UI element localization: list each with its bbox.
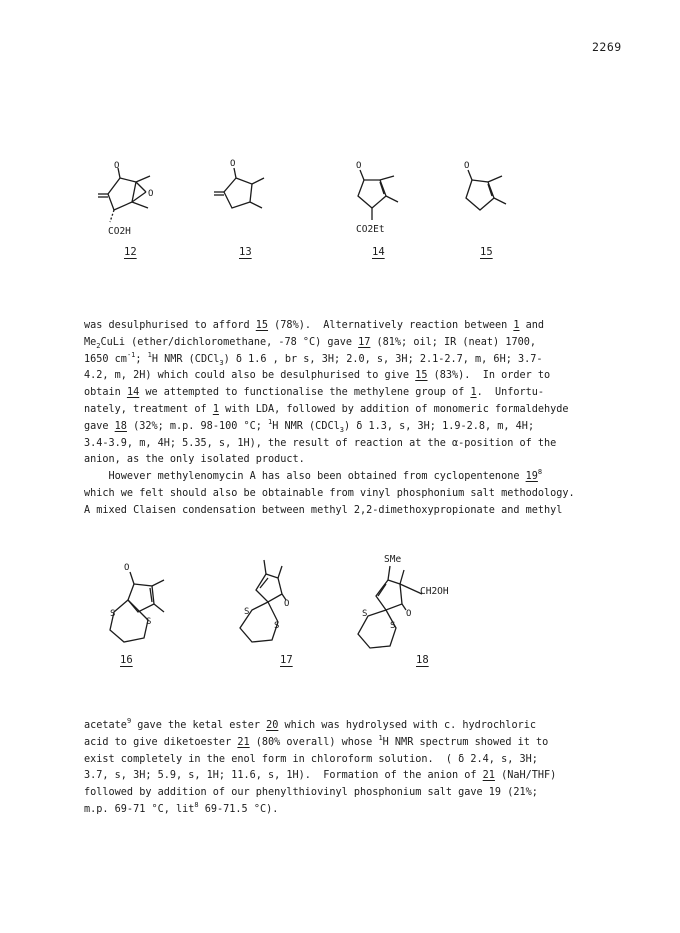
text-run: ) δ 1.6 , br s, 3H; 2.0, s, 3H; 2.1-2.7, m, 6H; 3.7- [223,353,543,365]
text-run: However methylenomycin A has also been obtained from cyclopentenone [84,471,526,482]
text-run: (81%; oil; IR (neat) 1700, [370,336,536,348]
text-line [84,368,604,385]
structure-13-drawing [212,158,282,228]
text-run: 4.2, m, 2H) which could also be desulphurised to give [84,370,416,382]
text-line [84,385,604,402]
text-run: which we felt should also be obtainable from vinyl phosphonium salt methodology. [84,487,575,499]
text-run: (83%). In order to [427,370,551,382]
text-run: acetate [84,720,127,731]
paragraph-1 [84,318,604,469]
text-run: exist completely in the enol form in chloroform solution. ( δ 2.4, s, 3H; [84,753,538,765]
page-number: 2269 [592,40,622,54]
text-run: 3 [339,425,344,434]
text-run: (NaH/THF) [494,770,557,782]
compound-label-17: 17 [280,654,293,666]
text-run: 3 [219,358,224,367]
text-line [84,768,604,785]
atom-o: O [356,161,362,171]
text-run: 1 [470,387,477,399]
text-run: followed by addition of our phenylthiovinyl phosphonium salt gave 19 (21%; [84,787,538,799]
text-run: 18 [114,420,127,432]
atom-s: S [110,609,116,619]
text-run: H NMR (CDCl [272,420,340,432]
atom-s: S [362,609,368,619]
text-run: and [519,320,545,331]
text-line [84,436,604,453]
text-line [84,318,604,335]
text-run: gave the ketal ester [131,720,267,731]
text-run: 3.4-3.9, m, 4H; 5.35, s, 1H), the result of reaction at the α-position of the [84,437,557,449]
text-run: which was hydrolysed with c. hydrochloric [278,720,536,731]
text-line [84,402,604,419]
atom-s: S [244,607,250,617]
substituent-14: CO2Et [356,224,385,235]
compound-label-12: 12 [124,246,137,258]
text-run: ) δ 1.3, s, 3H; 1.9-2.8, m, 4H; [343,420,535,432]
text-run: 21 [482,770,495,782]
text-run: H NMR (CDCl [151,353,220,365]
substituent-18-sme: SMe [384,554,402,565]
structure-16 [104,560,194,650]
text-run: 19 [525,471,538,482]
text-run: was desulphurised to afford [84,320,256,331]
atom-o: O [114,161,120,171]
paragraph-3 [84,718,604,819]
text-run: 69-71.5 °C). [198,803,279,815]
atom-s: S [274,621,280,631]
substituent-18-ch2oh [420,586,449,597]
text-run: (32%; m.p. 98-100 °C; [126,420,269,432]
text-run: 21 [237,736,250,748]
text-run: . Unfortu- [476,387,545,399]
text-run: obtain [84,387,127,399]
atom-s: S [146,617,152,627]
text-line [84,752,604,769]
structure-15-drawing [458,158,528,228]
text-line [84,469,604,486]
text-run: -1 [126,350,136,359]
compound-label-13: 13 [239,246,252,258]
text-run: nately, treatment of [84,403,213,415]
text-run: gave [84,420,115,432]
structure-14 [350,158,420,228]
structure-18-drawing [350,566,450,656]
text-line [84,452,604,469]
text-run: (78%). Alternatively reaction between [268,320,514,331]
text-line [84,419,604,436]
text-run: Me [84,336,97,348]
atom-o-epoxide: O [148,189,154,199]
compound-label-18: 18 [416,654,429,666]
text-run: 1650 cm [84,353,127,365]
compound-label-15: 15 [480,246,493,258]
text-run: CuLi (ether/dichloromethane, -78 °C) gave [100,336,359,348]
text-run: anion, as the only isolated product. [84,454,305,466]
text-run: 15 [255,320,269,331]
text-run: with LDA, followed by addition of monomeric formaldehyde [218,403,569,415]
text-run: H NMR spectrum showed it to [382,736,549,748]
text-run: 17 [358,336,371,348]
structure-13 [212,158,282,228]
atom-o: O [464,161,470,171]
atom-o: O [406,609,412,619]
atom-s: S [390,621,396,631]
paragraph-2 [84,469,604,519]
text-run: 1 [212,403,219,415]
text-run: acid to give diketoester [84,736,238,748]
text-line [84,335,604,352]
text-run: 15 [415,370,428,382]
text-run: 1 [378,733,383,742]
text-run: 1 [513,320,520,331]
atom-o: O [284,599,290,609]
text-run: 8 [194,800,199,809]
text-run: 2 [96,341,101,350]
text-line [84,718,604,735]
atom-o: O [124,563,130,573]
text-line [84,486,604,503]
structure-15 [458,158,528,228]
substituent-12: CO2H [108,226,131,237]
text-run: 8 [537,468,543,476]
structure-17-drawing [234,552,324,652]
text-line [84,735,604,752]
text-run: m.p. 69-71 °C, lit [84,803,195,815]
compound-label-16: 16 [120,654,133,666]
compound-label-14: 14 [372,246,385,258]
structure-18 [350,566,450,656]
text-run: ; [135,353,148,365]
text-line [84,785,604,802]
structure-17 [234,552,324,652]
text-run: 14 [126,387,140,399]
text-line [84,503,604,520]
structure-14-drawing [350,158,420,228]
text-run: we attempted to functionalise the methylene group of [139,387,471,399]
text-run: 9 [126,717,132,725]
text-line [84,802,604,819]
text-run: (80% overall) whose [249,736,379,748]
text-run: 1 [147,350,152,359]
text-run: 3.7, s, 3H; 5.9, s, 1H; 11.6, s, 1H). Formation of the anion of [84,770,483,782]
substituent-18-ch2oh-text: CH2OH [420,586,449,597]
text-run: 20 [266,720,279,731]
atom-o: O [230,159,236,169]
text-line [84,352,604,369]
text-run: A mixed Claisen condensation between methyl 2,2-dimethoxypropionate and methyl [84,504,563,516]
structure-16-drawing [104,560,194,650]
text-run: 1 [268,417,273,426]
